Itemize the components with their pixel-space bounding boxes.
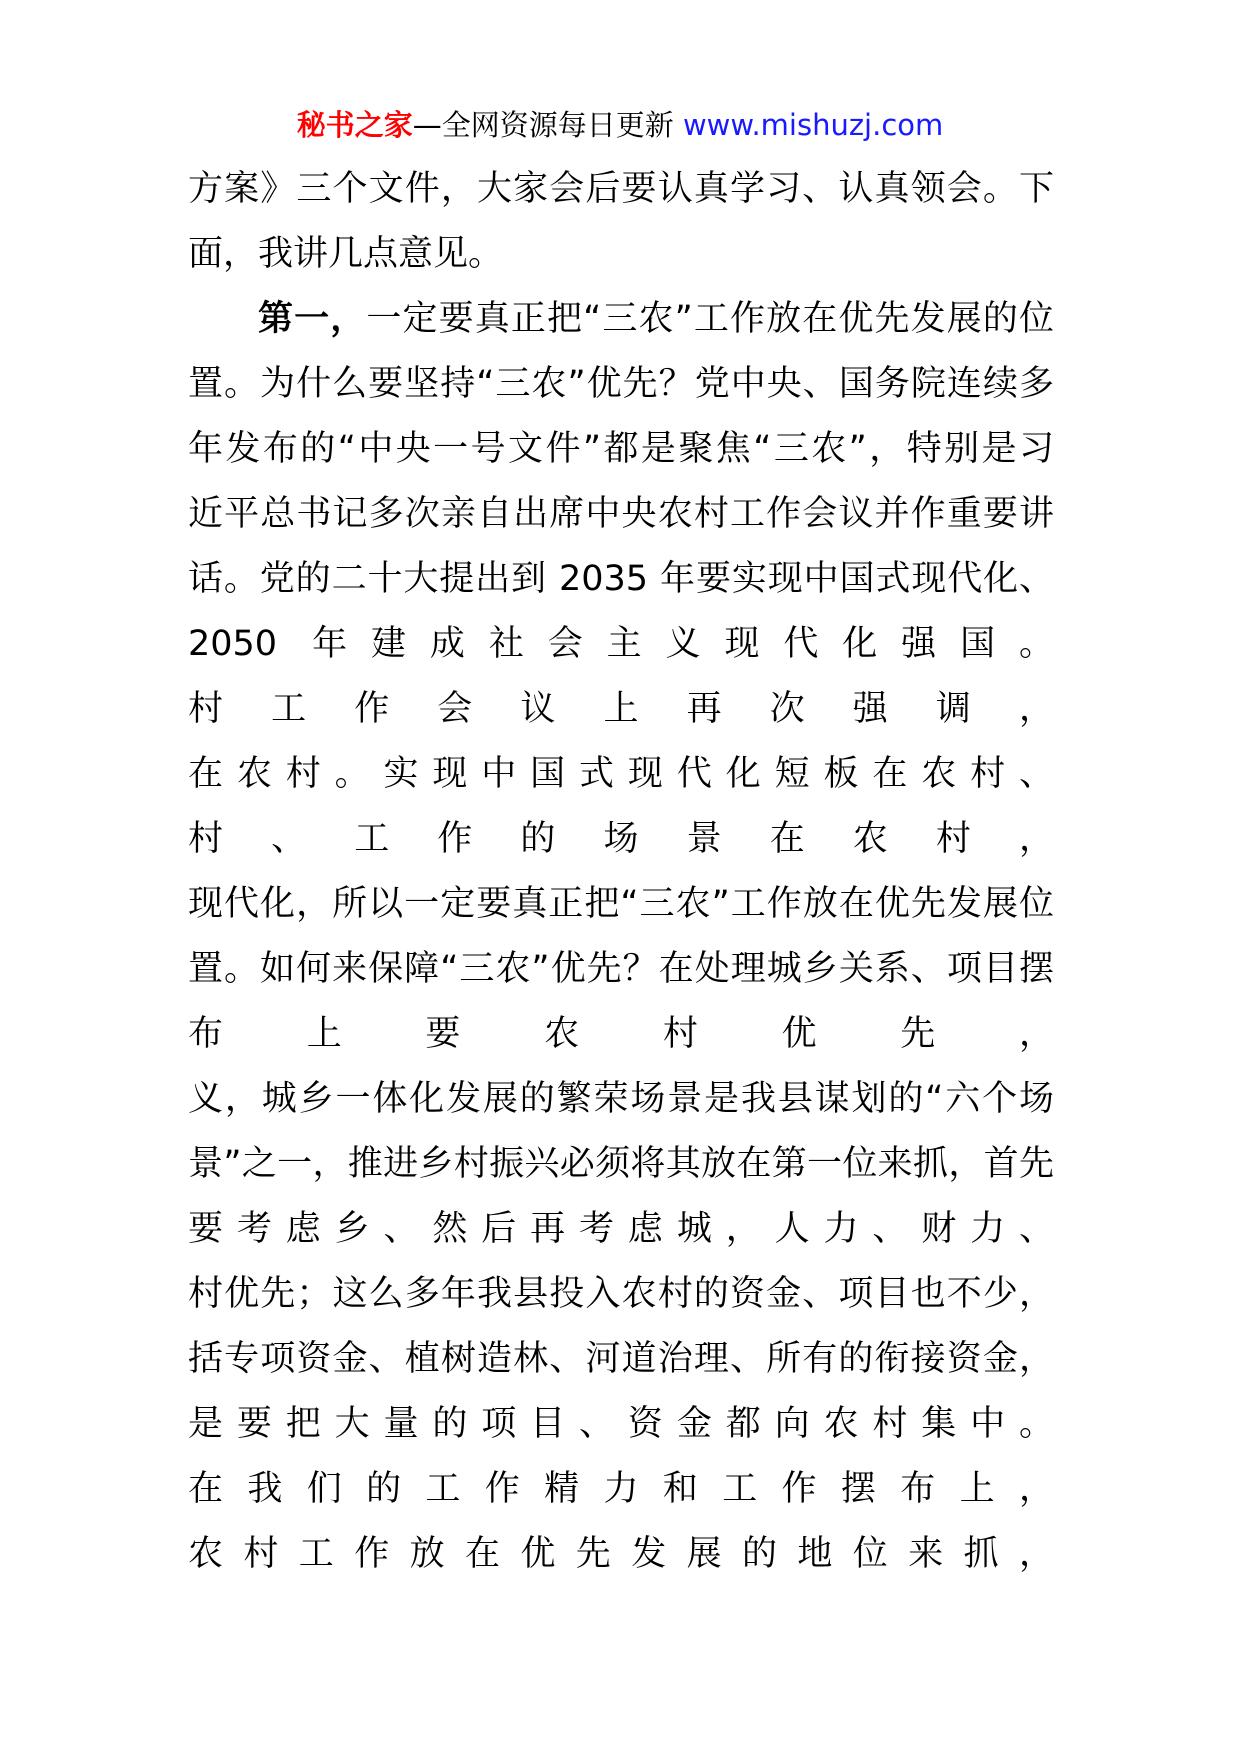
paragraph-2-line: 置。为什么要坚持“三农”优先？党中央、国务院连续多 [188, 364, 1054, 404]
paragraph-2-line-text: 一定要真正把“三农”工作放在优先发展的位 [366, 299, 1054, 339]
paragraph-2-line: 村工作会议上再次强调， [188, 689, 1054, 729]
brand-name: 秘书之家 [296, 108, 413, 142]
paragraph-2-line: 是要把大量的项目、资金都向农村集中。 [188, 1404, 1054, 1444]
paragraph-2-line: 在我们的工作精力和工作摆布上， [188, 1469, 1054, 1509]
website-url: www.mishuzj.com [682, 108, 944, 142]
paragraph-2-line: 村、工作的场景在农村， [188, 819, 1054, 859]
paragraph-2-line: 景”之一，推进乡村振兴必须将其放在第一位来抓，首先 [188, 1144, 1054, 1184]
paragraph-2-line: 现代化，所以一定要真正把“三农”工作放在优先发展位 [188, 884, 1054, 924]
header-tagline: —全网资源每日更新 [412, 108, 674, 142]
paragraph-2-line: 话。党的二十大提出到 2035 年要实现中国式现代化、 [188, 559, 1054, 599]
paragraph-2-line: 村优先；这么多年我县投入农村的资金、项目也不少， [188, 1274, 1054, 1314]
paragraph-2-line: 在农村。实现中国式现代化短板在农村、 [188, 754, 1054, 794]
paragraph-2-line: 2050 年建成社会主义现代化强国。 [188, 624, 1054, 664]
paragraph-2-line: 农村工作放在优先发展的地位来抓， [188, 1534, 1054, 1574]
paragraph-2-line: 近平总书记多次亲自出席中央农村工作会议并作重要讲 [188, 494, 1054, 534]
paragraph-2-first-line [188, 287, 1054, 352]
section-lead: 第一， [258, 299, 367, 339]
document-body [188, 157, 1054, 1587]
paragraph-2-line: 年发布的“中央一号文件”都是聚焦“三农”，特别是习 [188, 429, 1054, 469]
paragraph-2-line: 要考虑乡、然后再考虑城，人力、财力、 [188, 1209, 1054, 1249]
paragraph-2-line: 布上要农村优先， [188, 1014, 1054, 1054]
paragraph-1-line: 面，我讲几点意见。 [188, 234, 504, 274]
paragraph-2-line: 义，城乡一体化发展的繁荣场景是我县谋划的“六个场 [188, 1079, 1054, 1119]
paragraph-2-line: 括专项资金、植树造林、河道治理、所有的衔接资金， [188, 1339, 1054, 1379]
paragraph-2-line: 置。如何来保障“三农”优先？在处理城乡关系、项目摆 [188, 949, 1054, 989]
paragraph-1-line: 方案》三个文件，大家会后要认真学习、认真领会。下 [188, 169, 1054, 209]
page-header [0, 104, 1240, 146]
